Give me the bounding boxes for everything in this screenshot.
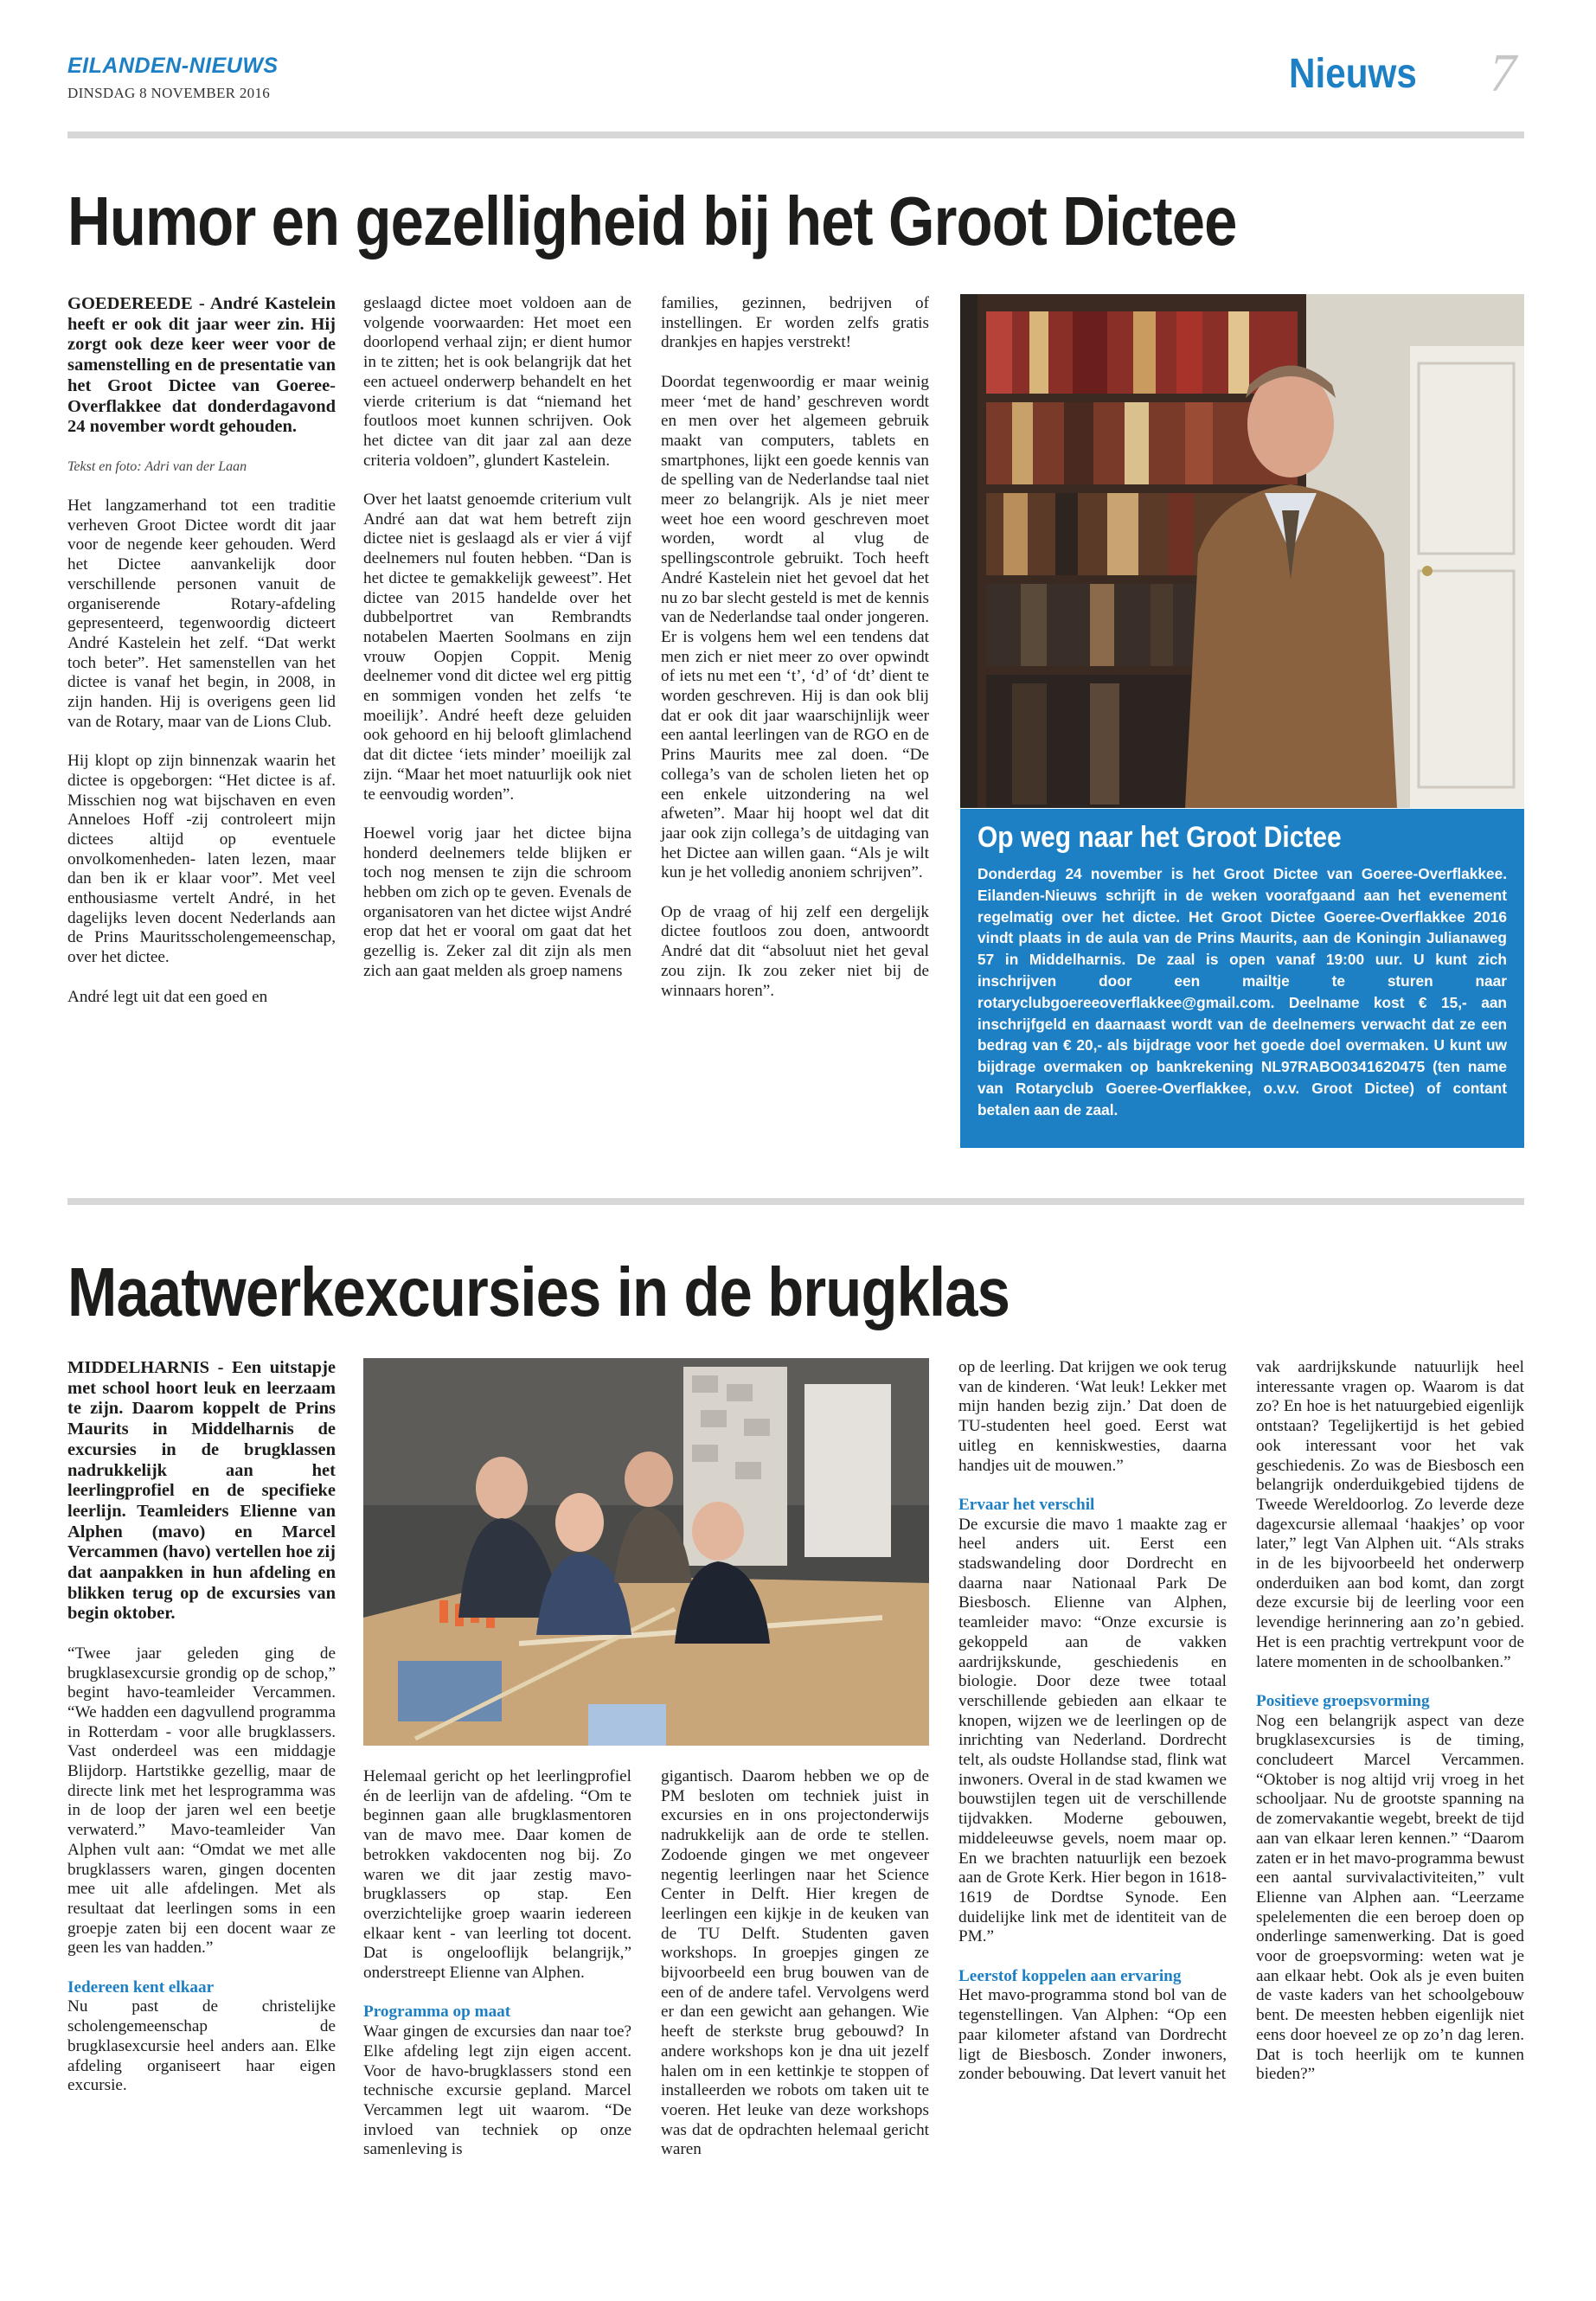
issue-date: DINSDAG 8 NOVEMBER 2016 — [67, 85, 271, 101]
article2-paragraph: Nog een belangrijk aspect van deze brugklasexcursies is de timing, concludeert Marcel Vercammen. “Oktober is nog altijd vrij vroeg in het schooljaar. Nu de grootste spanning na de zomervakantie wegebt, breekt de tijd aan van elkaar leren kennen.” “Daarom zaten er in het mavo-programma bewust een aantal survivalactiviteiten,” vult Elienne van Alphen aan. “Leerzame spelelementen die een beroep doen op onderlinge samenwerking. Dat is goed voor de groepsvorming: weten wat je aan elkaar hebt. Ook als je even buiten de vaste kaders van het schoolgebouw bent. De meesten hebben eigenlijk niet eens door hoeveel ze op zo’n dag leren. Dat is toch heerlijk om te kunnen bieden?” — [1256, 1711, 1524, 2084]
article1-credit: Tekst en foto: Adri van der Laan — [67, 458, 247, 474]
article2-paragraph: Helemaal gericht op het leerlingprofiel én de leerlijn van de afdeling. “Om te beginnen gaan alle brugklasmentoren van de mavo mee. Daar komen de betrokken vakdocenten nog bij. Zo waren we dit jaar zestig mavo-brugklassers op stap. Een overzichtelijke groep waarin iedereen elkaar kent - van leerling tot docent. Dat is ongelooflijk belangrijk,” onderstreept Elienne van Alphen. — [363, 1767, 631, 1983]
article2-paragraph: “Twee jaar geleden ging de brugklasexcursie grondig op de schop,” begint havo-teamleider Vercammen. “We hadden een dagvullend programma in Rotterdam - voor alle brugklassers. Vast onderdeel was een middagje Blijdorp. Hartstikke gezellig, maar de directe link met het lesprogramma was in de loop der jaren wel een beetje verwaterd.” Mavo-teamleider Van Alphen vult aan: “Omdat we met alle brugklassers waren, gingen docenten mee uit alle afdelingen. Met als resultaat dat leerlingen soms in een groepje zaten bij een docent waar ze geen les van hadden.” — [67, 1644, 336, 1958]
article1-paragraph: Het langzamerhand tot een traditie verheven Groot Dictee wordt dit jaar voor de negende keer gehouden. Werd het Dictee aanvankelijk door verschillende personen vanuit de organiserende Rotary-afdeling gepresenteerd, tegenwoordig dicteert André Kastelein het zelf. “Dat werkt toch beter”. Het samenstellen van het dictee is vanaf het begin, in 2008, in zijn handen. Hij is overigens geen lid van de Rotary, maar van de Lions Club. — [67, 497, 336, 731]
article2-column-1 — [67, 1358, 336, 2116]
article1-paragraph: André legt uit dat een goed en — [67, 987, 268, 1006]
article1-paragraph: Over het laatst genoemde criterium vult André aan dat wat hem betreft zijn dictee niet is geslaagd als er vier á vijf deelnemers nul fouten hebben. “Dan is het dictee te gemakkelijk geweest”. Het dictee van 2015 handelde over het dubbelportret van Rembrandts notabelen Maerten Soolmans en zijn vrouw Oopjen Coppit. Menig deelnemer vond dit dictee wel erg pittig en sommigen vonden het zelfs ‘te moeilijk’. André heeft deze geluiden ook gehoord en hij belooft glimlachend dat dit dictee ‘iets minder’ moeilijk zal zijn. “Maar het moet natuurlijk ook niet te eenvoudig worden”. — [363, 490, 631, 804]
article1-headline: Humor en gezelligheid bij het Groot Dictee — [67, 183, 1237, 260]
article1-paragraph: Op de vraag of hij zelf een dergelijk dictee foutloos zou doen, antwoordt André dat dit “absoluut niet het geval zou zijn. Ik zou zeker niet bij de winnaars horen”. — [661, 902, 929, 1000]
article1-column-2 — [363, 294, 631, 1001]
page-number: 7 — [1490, 44, 1516, 103]
article2-subheading: Positieve groepsvorming — [1256, 1691, 1430, 1710]
top-rule — [67, 131, 1524, 138]
article2-column-5 — [1256, 1358, 1524, 2105]
article2-paragraph: gigantisch. Daarom hebben we op de PM besloten om techniek juist in excursies en in ons projectonderwijs nadrukkelijk aan de orde te stellen. Zodoende gingen we met ongeveer negentig leerlingen naar het Science Center in Delft. Hier kregen de leerlingen een kijkje in de keuken van de TU Delft. Studenten gaven workshops. In groepjes gingen ze bijvoorbeeld een brug bouwen van de een of de andere tafel. Vervolgens werd er dan een gewicht aan gehangen. Wie heeft de sterkste brug gebouwd? In andere workshops kon je dna uit jezelf halen om in een kettinkje te stoppen of installeerden we robots om taken uit te voeren. Het leuke van deze workshops was dat de opdrachten helemaal gericht waren — [661, 1767, 929, 2159]
article2-column-2 — [363, 1767, 631, 2180]
article2-column-3 — [661, 1767, 929, 2180]
article2-paragraph: Nu past de christelijke scholengemeenschap de brugklasexcursie heel anders aan. Elke afdeling organiseert haar eigen excursie. — [67, 1997, 336, 2095]
info-box-title: Op weg naar het Groot Dictee — [977, 821, 1342, 854]
article1-column-1 — [67, 294, 336, 1027]
article2-subheading: Iedereen kent elkaar — [67, 1977, 215, 1997]
article2-paragraph: vak aardrijkskunde natuurlijk heel interessante vragen op. Waarom is dat zo? En hoe is het natuurgebied eigenlijk ontstaan? Tegelijkertijd is het gebied ook interessant voor het vak geschiedenis. Zo was de Biesbosch een belangrijk onderduikgebied tijdens de Tweede Wereldoorlog. Zo leverde deze dagexcursie allemaal ‘haakjes’ op voor later,” legt Van Alphen uit. “Als straks in de les bijvoorbeeld het onderwerp onderduiken aan bod komt, dan zorgt deze excursie bij de leerling voor een levendige herinnering aan zo’n gebied. Het is een prachtig vertrekpunt voor de latere momenten in de schoolbanken.” — [1256, 1358, 1524, 1671]
article1-paragraph: Hoewel vorig jaar het dictee bijna honderd deelnemers telde blijken er toch nog mensen te zijn die schroom hebben om zich op te geven. Evenals de organisatoren van het dictee wijst André erop dat het er vooral om gaat dat het gezellig is. Zeker zal dit zijn als men zich aan gaat melden als groep namens — [363, 824, 631, 980]
article2-subheading: Leerstof koppelen aan ervaring — [958, 1966, 1182, 1985]
info-box-text: Donderdag 24 november is het Groot Dictee van Goeree-Overflakkee. Eilanden-Nieuws schrijft in de weken voorafgaand aan het evenement regelmatig over het dictee. Het Groot Dictee Goeree-Overflakkee 2016 vindt plaats in de aula van de Prins Maurits, aan de Koningin Julianaweg 57 in Middelharnis. De zaal is open vanaf 19:00 uur. U kunt zich inschrijven door een mailtje te sturen naar rotaryclubgoereeoverflakkee@gmail.com. Deelname kost € 15,- aan inschrijfgeld en daarnaast wordt van de deelnemers verwacht dat ze een bedrag van € 20,- als bijdrage voor het goede doel overmaken. U kunt uw bijdrage overmaken op bankrekening NL97RABO0341620475 (ten name van Rotaryclub Goeree-Overflakkee, o.v.v. Groot Dictee) of contant betalen aan de zaal. — [977, 865, 1507, 1118]
info-box — [960, 809, 1524, 1148]
article2-subheading: Ervaar het verschil — [958, 1495, 1095, 1514]
article2-lead: MIDDELHARNIS - Een uitstapje met school hoort leuk en leerzaam te zijn. Daarom koppelt de Prins Maurits in Middelharnis de excursies in de brugklassen nadrukkelijk aan het leerlingprofiel en de specifieke leerlijn. Teamleiders Elienne van Alphen (mavo) en Marcel Vercammen (havo) vertellen hoe zij dat aanpakken in hun afdeling en blikken terug op de excursies van begin oktober. — [67, 1358, 336, 1624]
classroom-photo — [363, 1358, 929, 1746]
article1-paragraph: Doordat tegenwoordig er maar weinig meer ‘met de hand’ geschreven wordt en men over het algemeen gebruik maakt van computers, tablets en smartphones, lijkt een goede kennis van de spelling van de Nederlandse taal niet meer zo belangrijk. Als je niet meer weet hoe een woord geschreven moet worden, wordt al vlug de spellingscontrole gebruikt. Toch heeft André Kastelein niet het gevoel dat het nu zo bar slecht gesteld is met de kennis van de Nederlandse taal onder jongeren. Er is volgens hem wel een tendens dat men zich er niet meer zo over opwindt of iets nu met een ‘t’, ‘d’ of ‘dt’ dient te worden geschreven. Hij is dan ook blij dat er ook dit jaar waarschijnlijk weer een aantal leerlingen van de RGO en de Prins Maurits mee zal doen. “De collega’s van de scholen lieten het op een enkele uitzondering na wel afweten”. Maar hij hoopt wel dat dit jaar ook zijn collega’s de uitdaging van het Dictee aan willen gaan. “Als je wilt kun je het volledig anoniem schrijven”. — [661, 372, 929, 882]
article2-paragraph: Waar gingen de excursies dan naar toe? Elke afdeling legt zijn eigen accent. Voor de havo-brugklassers stond een technische excursie gepland. Marcel Vercammen legt uit waarom. “De invloed van techniek op onze samenleving is — [363, 2022, 631, 2159]
article2-paragraph: op de leerling. Dat krijgen we ook terug van de kinderen. ‘Wat leuk! Lekker met mijn handen bezig zijn.’ Dat doen de TU-studenten heel goed. Eerst wat uitleg en kenniskwesties, daarna handjes uit de mouwen.” — [958, 1358, 1227, 1475]
section-divider — [67, 1198, 1524, 1205]
article1-lead: GOEDEREEDE - André Kastelein heeft er ook dit jaar weer zin. Hij zorgt ook deze keer weer voor de samenstelling en de presentatie van het Groot Dictee van Goeree-Overflakkee dat donderdagavond 24 november wordt gehouden. — [67, 294, 336, 437]
article2-headline: Maatwerkexcursies in de brugklas — [67, 1253, 1010, 1330]
article1-paragraph: Hij klopt op zijn binnenzak waarin het dictee is opgeborgen: “Het dictee is af. Misschien nog wat bijschaven en even Anneloes Hoff -zij controleert mijn dictees altijd op eventuele onvolkomenheden- laten lezen, maar dan ben ik er klaar voor”. Met veel enthousiasme vertelt André, in het dagelijks leven docent Nederlands aan de Prins Mauritsscholengemeenschap, over het dictee. — [67, 752, 336, 967]
section-title: Nieuws — [1289, 51, 1417, 97]
article1-column-3 — [661, 294, 929, 1021]
article2-subheading: Programma op maat — [363, 2003, 511, 2022]
article2-paragraph: Het mavo-programma stond bol van de tegenstellingen. Van Alphen: “Op een paar kilometer afstand van Dordrecht ligt de Biesbosch. Zonder inwoners, zonder bebouwing. Dat levert vanuit het — [958, 1986, 1227, 2084]
article2-column-4 — [958, 1358, 1227, 2105]
article1-paragraph: families, gezinnen, bedrijven of instellingen. Er worden zelfs gratis drankjes en hapjes verstrekt! — [661, 294, 929, 352]
newspaper-logo: EILANDEN-NIEUWS — [67, 54, 279, 78]
portrait-photo — [960, 294, 1524, 808]
article1-paragraph: geslaagd dictee moet voldoen aan de volgende voorwaarden: Het moet een doorlopend verhaal zijn; er dient humor in te zitten; het is ook belangrijk dat het een actueel onderwerp behandelt en het vierde criterium is dat “niemand het foutloos moet kunnen schrijven. Ook het dictee van dit jaar zal aan deze criteria voldoen”, glundert Kastelein. — [363, 294, 631, 470]
article2-paragraph: De excursie die mavo 1 maakte zag er heel anders uit. Eerst een stadswandeling door Dordrecht en daarna naar Nationaal Park De Biesbosch. Elienne van Alphen, teamleider mavo: “Onze excursie is gekoppeld aan de vakken aardrijkskunde, geschiedenis en biologie. Door deze twee totaal verschillende gebieden aan elkaar te knopen, wijzen we de leerlingen op de inrichting van Nederland. Dordrecht telt, als oudste Hollandse stad, flink wat inwoners. Overal in de stad kwamen we bouwstijlen tegen uit de verschillende tijdvakken. Moderne gebouwen, middeleeuwse gevels, noem maar op. En we brachten natuurlijk een bezoek aan de Grote Kerk. Hier begon in 1618-1619 de Dordtse Synode. Een duidelijke link met de identiteit van de PM.” — [958, 1515, 1227, 1946]
